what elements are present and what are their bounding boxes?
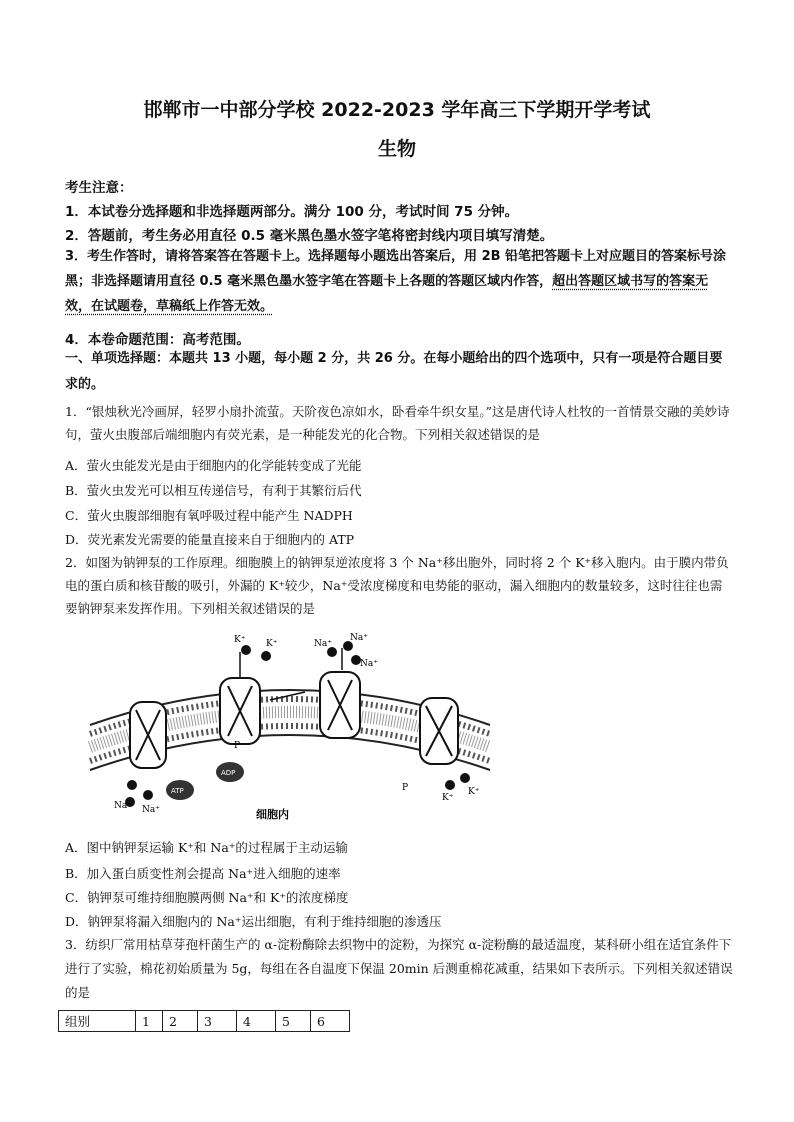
- pump-protein-3: [320, 672, 360, 738]
- label-cell-inside: 细胞内: [256, 808, 289, 821]
- section1-heading: 一、单项选择题：本题共 13 小题，每小题 2 分，共 26 分。在每小题给出的四个选项中，只有一项是符合题目要求的。: [65, 351, 723, 392]
- label-k-in-1: K⁺: [442, 793, 454, 803]
- table-cell: 2: [163, 1011, 198, 1032]
- table-cell: 1: [136, 1011, 163, 1032]
- label-k-1: K⁺: [234, 635, 246, 645]
- q3-stem: 3．纺织厂常用枯草芽孢杆菌生产的 α-淀粉酶除去织物中的淀粉，为探究 α-淀粉酶的最适温度，某科研小组在适宜条件下进行了实验，棉花初始质量为 5g，每组在各自温度下保温 20min 后测重棉花减重，结果如下表所示。下列相关叙述错误的是: [65, 937, 733, 1000]
- table-cell: 3: [198, 1011, 237, 1032]
- label-na-in-2: Na⁺: [142, 805, 160, 815]
- q1-option-c: C．萤火虫腹部细胞有氧呼吸过程中能产生 NADPH: [65, 508, 353, 523]
- notice-item-2: 2．答题前，考生务必用直径 0.5 毫米黑色墨水签字笔将密封线内项目填写清楚。: [65, 228, 554, 244]
- label-na-1: Na⁺: [314, 639, 332, 649]
- pump-protein-1: [130, 702, 166, 768]
- exam-title: 邯郸市一中部分学校 2022-2023 学年高三下学期开学考试: [143, 99, 651, 121]
- notice-item-4: 4．本卷命题范围：高考范围。: [65, 332, 250, 348]
- q2-stem: 2．如图为钠钾泵的工作原理。细胞膜上的钠钾泵逆浓度将 3 个 Na⁺移出胞外，同时将 2 个 K⁺移入胞内。由于膜内带负电的蛋白质和核苷酸的吸引，外漏的 K⁺较少，Na⁺受浓度梯度和电势能的驱动，漏入细胞内的数量较多，这时往往也需要钠钾泵来发挥作用。下列相关叙述错误的是: [65, 555, 729, 616]
- table-cell: 5: [276, 1011, 311, 1032]
- label-na-in-1: Na⁺: [114, 801, 132, 811]
- label-na-3: Na⁺: [360, 659, 378, 669]
- label-atp: ATP: [171, 787, 184, 795]
- label-k-in-2: K⁺: [468, 787, 480, 797]
- pump-protein-2: [220, 678, 260, 744]
- notice-item-3-text: 3．考生作答时，请将答案答在答题卡上。选择题每小题选出答案后，用 2B 铅笔把答题卡上对应题目的答案标号涂黑；非选择题请用直径 0.5 毫米黑色墨水签字笔在答题卡上各题的答题区域内作答，: [65, 249, 727, 289]
- q1-stem: 1．“银烛秋光冷画屏，轻罗小扇扑流萤。天阶夜色凉如水，卧看牵牛织女星。”这是唐代诗人杜牧的一首情景交融的美妙诗句，萤火虫腹部后端细胞内有荧光素，是一种能发光的化合物。下列相关叙述错误的是: [65, 404, 730, 442]
- q1-option-b: B．萤火虫发光可以相互传递信号，有利于其繁衍后代: [65, 483, 362, 498]
- q3-table: [58, 1010, 350, 1032]
- q2-option-a: A．图中钠钾泵运输 K⁺和 Na⁺的过程属于主动运输: [65, 840, 348, 855]
- q1-option-d: D．荧光素发光需要的能量直接来自于细胞内的 ATP: [65, 532, 355, 547]
- q2-option-d: D．钠钾泵将漏入细胞内的 Na⁺运出细胞，有利于维持细胞的渗透压: [65, 914, 442, 929]
- subject-title: 生物: [377, 138, 416, 160]
- notice-item-3: [65, 244, 733, 319]
- label-adp: ADP: [221, 769, 236, 777]
- sodium-potassium-pump-diagram: [80, 630, 500, 825]
- notice-item-1: 1．本试卷分选择题和非选择题两部分。满分 100 分，考试时间 75 分钟。: [65, 204, 519, 220]
- q2-option-c: C．钠钾泵可维持细胞膜两侧 Na⁺和 K⁺的浓度梯度: [65, 890, 349, 905]
- label-k-2: K⁺: [266, 639, 278, 649]
- pump-protein-4: [420, 698, 458, 764]
- table-cell: 4: [237, 1011, 276, 1032]
- label-p-2: P: [402, 783, 409, 793]
- q1-option-a: A．萤火虫能发光是由于细胞内的化学能转变成了光能: [65, 458, 362, 473]
- table-cell: 组别: [59, 1011, 136, 1032]
- label-na-2: Na⁺: [350, 633, 368, 643]
- q2-option-b: B．加入蛋白质变性剂会提高 Na⁺进入细胞的速率: [65, 866, 341, 881]
- table-row: [59, 1011, 350, 1032]
- label-p-1: P: [234, 741, 241, 751]
- notice-item-3-emphasis: 超出答题区域书写的答案无效，在试题卷，草稿纸上作答无效。: [65, 274, 709, 314]
- table-cell: 6: [311, 1011, 350, 1032]
- notice-heading: 考生注意：: [65, 180, 133, 196]
